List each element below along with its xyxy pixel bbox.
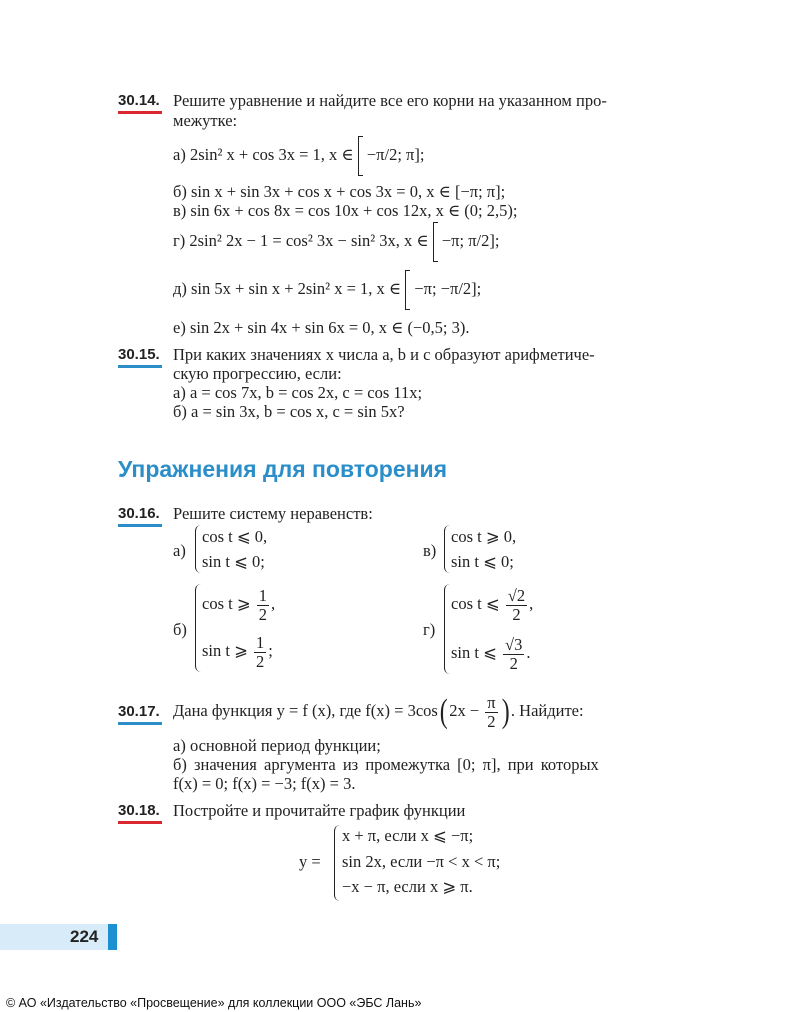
bracket (405, 270, 410, 310)
system-brace (444, 584, 451, 674)
text: 2x − (449, 701, 480, 720)
numerator: π (487, 692, 496, 712)
section-heading: Упражнения для повторения (118, 456, 448, 482)
problem-underline (118, 524, 162, 527)
copyright: © АО «Издательство «Просвещение» для коллекции ООО «ЭБС Лань» (6, 996, 422, 1010)
problem-text: межутке: (173, 111, 238, 130)
fraction (503, 636, 524, 673)
denominator: 2 (509, 653, 518, 673)
fraction (506, 587, 527, 624)
item-b: б) значения аргумента из промежутка [0; π], при которых (173, 755, 599, 774)
paren: ( (439, 693, 448, 731)
numerator: 1 (256, 632, 265, 652)
fraction (485, 694, 497, 731)
ineq: cos t ⩽ (451, 594, 500, 613)
problem-text: скую прогрессию, если: (173, 364, 342, 383)
text: Дана функция y = f (x), где f(x) = 3cos (173, 701, 438, 720)
punct: . (526, 643, 531, 662)
fraction (257, 587, 269, 624)
punct: ; (268, 641, 273, 660)
item-c: f(x) = 0; f(x) = −3; f(x) = 3. (173, 774, 356, 793)
problem-number-30-16: 30.16. (118, 505, 160, 522)
numerator: 1 (258, 585, 268, 605)
system-v-label: в) (423, 541, 437, 560)
denominator: 2 (256, 651, 265, 671)
problem-text: Решите уравнение и найдите все его корни на указанном про- (173, 91, 607, 110)
equation-d (173, 269, 481, 310)
page-number-bar (0, 924, 116, 950)
ineq: sin t ⩽ (451, 643, 497, 662)
denominator: 2 (258, 604, 268, 624)
problem-underline (118, 722, 162, 725)
problem-underline (118, 821, 162, 824)
item-a: а) a = cos 7x, b = cos 2x, c = cos 11x; (173, 383, 423, 402)
system-line (202, 632, 273, 671)
fraction (254, 634, 266, 671)
bracket (433, 222, 438, 262)
system-g-label: г) (423, 620, 436, 639)
problem-number-30-18: 30.18. (118, 802, 160, 819)
problem-number-30-15: 30.15. (118, 346, 160, 363)
equation-text: г) 2sin² 2x − 1 = cos² 3x − sin² 3x, x ∈ (173, 231, 429, 250)
page-number-mark (108, 924, 117, 950)
equation-g (173, 221, 499, 262)
interval-text: −π; π/2]; (441, 231, 500, 250)
system-line: cos t ⩽ 0, (202, 527, 268, 546)
punct: , (271, 594, 276, 613)
denominator: 2 (487, 711, 496, 731)
interval-text: −π; −π/2]; (414, 279, 482, 298)
problem-number-30-14: 30.14. (118, 92, 160, 109)
numerator: √3 (505, 634, 523, 654)
system-line (451, 634, 530, 673)
function-y: y = (299, 852, 321, 871)
bracket (358, 136, 363, 176)
system-b-label: б) (173, 620, 187, 639)
problem-underline (118, 111, 162, 114)
system-line: cos t ⩾ 0, (451, 527, 517, 546)
equation-text: а) 2sin² x + cos 3x = 1, x ∈ (173, 145, 354, 164)
equation-b: б) sin x + sin 3x + cos x + cos 3x = 0, x ∈ [−π; π]; (173, 182, 506, 201)
problem-text: Постройте и прочитайте график функции (173, 801, 466, 820)
system-line: sin t ⩽ 0; (202, 552, 265, 571)
system-a-label: а) (173, 541, 186, 560)
ineq: sin t ⩾ (202, 641, 248, 660)
case-line: sin 2x, если −π < x < π; (342, 852, 501, 871)
numerator: √2 (507, 585, 526, 605)
problem-text: При каких значениях x числа a, b и c образуют арифметиче- (173, 345, 595, 364)
ineq: cos t ⩾ (202, 594, 251, 613)
problem-underline (118, 365, 162, 368)
punct: , (529, 594, 534, 613)
case-line: −x − π, если x ⩾ π. (342, 877, 473, 896)
system-brace (195, 584, 202, 672)
system-line (202, 585, 275, 624)
interval-text: −π/2; π]; (366, 145, 425, 164)
denominator: 2 (512, 604, 521, 624)
paren: ) (501, 693, 510, 731)
equation-a (173, 135, 424, 176)
problem-text: Решите систему неравенств: (173, 504, 373, 523)
problem-text (173, 690, 584, 732)
equation-e: е) sin 2x + sin 4x + sin 6x = 0, x ∈ (−0,5; 3). (173, 318, 470, 337)
text: . Найдите: (510, 701, 584, 720)
problem-number-30-17: 30.17. (118, 703, 160, 720)
system-brace (444, 525, 451, 573)
item-a: а) основной период функции; (173, 736, 381, 755)
item-b: б) a = sin 3x, b = cos x, c = sin 5x? (173, 402, 405, 421)
equation-text: д) sin 5x + sin x + 2sin² x = 1, x ∈ (173, 279, 402, 298)
page-number: 224 (70, 927, 99, 946)
system-line: sin t ⩽ 0; (451, 552, 514, 571)
case-line: x + π, если x ⩽ −π; (342, 826, 474, 845)
system-line (451, 585, 533, 624)
system-brace (334, 825, 341, 901)
equation-v: в) sin 6x + cos 8x = cos 10x + cos 12x, x ∈ (0; 2,5); (173, 201, 518, 220)
system-brace (195, 525, 202, 573)
